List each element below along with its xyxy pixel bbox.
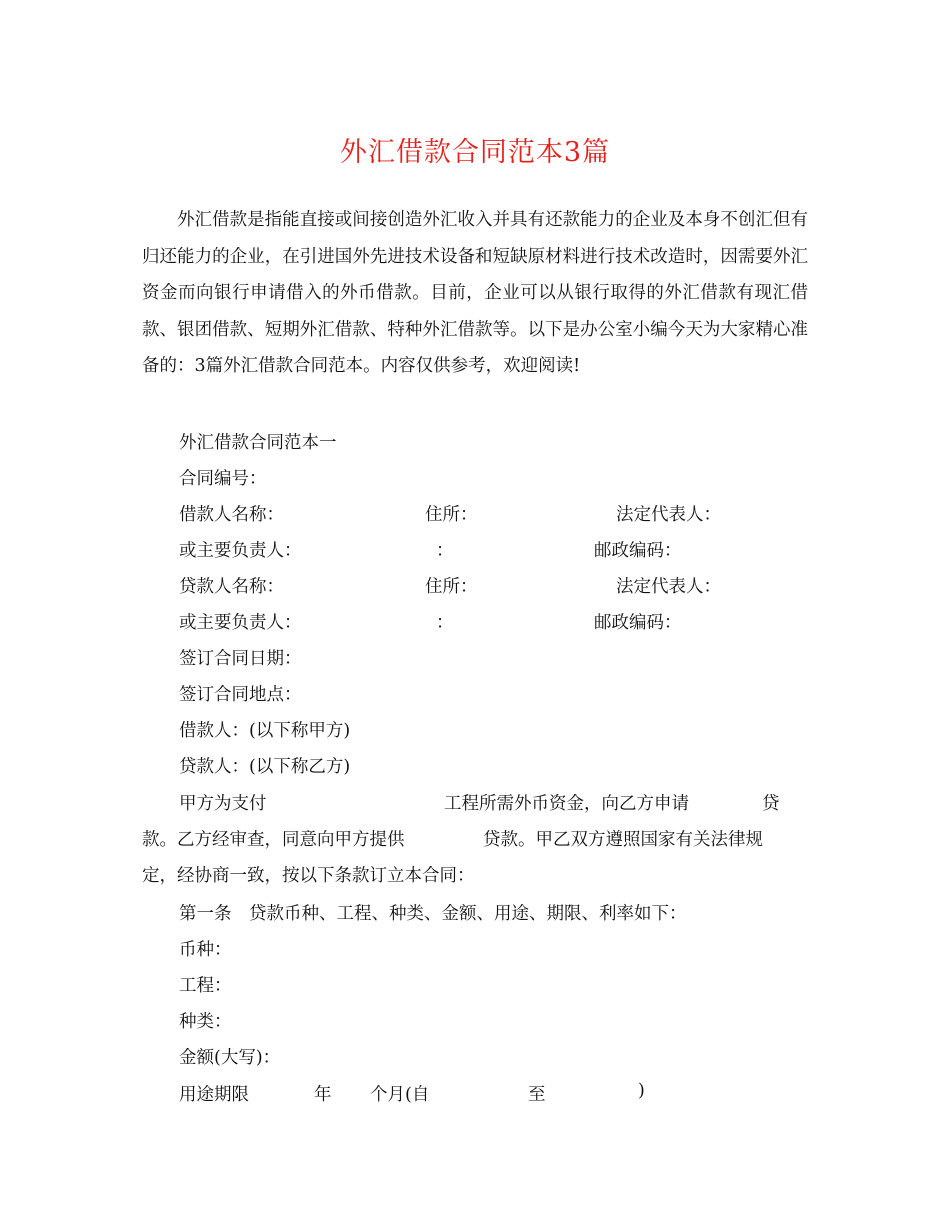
usage-term-close: ) <box>638 1081 645 1101</box>
section-title: 外汇借款合同范本一 <box>179 433 337 453</box>
contract-number-label: 合同编号： <box>179 469 267 489</box>
article-1: 第一条 贷款币种、工程、种类、金额、用途、期限、利率如下： <box>179 904 687 924</box>
body-line-3: 定，经协商一致，按以下条款订立本合同： <box>142 866 475 886</box>
sign-place-label: 签订合同地点： <box>179 685 302 705</box>
party-a-label: 借款人：(以下称甲方) <box>179 721 351 741</box>
borrower-principal-label: 或主要负责人： <box>179 541 302 561</box>
borrower-name-label: 借款人名称： <box>179 505 284 525</box>
lender-address-label: 住所： <box>425 577 478 597</box>
lender-legal-rep-label: 法定代表人： <box>616 577 721 597</box>
currency-label: 币种： <box>179 940 232 960</box>
usage-term-year: 年 <box>314 1085 332 1105</box>
kind-label: 种类： <box>179 1012 232 1032</box>
usage-term-label: 用途期限 <box>179 1085 249 1105</box>
sign-date-label: 签订合同日期： <box>179 649 302 669</box>
borrower-address-label: 住所： <box>425 505 478 525</box>
usage-term-month: 个月(自 <box>370 1085 430 1105</box>
borrower-legal-rep-label: 法定代表人： <box>616 505 721 525</box>
body-line-1c: 贷 <box>762 794 780 814</box>
usage-term-to: 至 <box>528 1085 546 1105</box>
amount-label: 金额(大写)： <box>179 1048 281 1068</box>
party-b-label: 贷款人：(以下称乙方) <box>179 757 351 777</box>
document-title: 外汇借款合同范本3篇 <box>339 137 611 168</box>
project-label: 工程： <box>179 976 232 996</box>
body-line-1a: 甲方为支付 <box>179 794 267 814</box>
borrower-colon: ： <box>436 541 454 561</box>
lender-name-label: 贷款人名称： <box>179 577 284 597</box>
lender-postal-label: 邮政编码： <box>594 613 682 633</box>
lender-colon: ： <box>436 613 454 633</box>
body-line-2a: 款。乙方经审查，同意向甲方提供 <box>142 830 405 850</box>
borrower-postal-label: 邮政编码： <box>594 541 682 561</box>
body-line-1b: 工程所需外币资金，向乙方申请 <box>444 794 689 814</box>
body-line-2b: 贷款。甲乙双方遵照国家有关法律规 <box>483 830 763 850</box>
intro-paragraph: 外汇借款是指能直接或间接创造外汇收入并具有还款能力的企业及本身不创汇但有归还能力的企业，在引进国外先进技术设备和短缺原材料进行技术改造时，因需要外汇资金而向银行申请借入的外币借款。目前，企业可以从银行取得的外汇借款有现汇借款、银团借款、短期外汇借款、特种外汇借款等。以下是办公室小编今天为大家精心准备的：3篇外汇借款合同范本。内容仅供参考，欢迎阅读! <box>142 210 808 376</box>
lender-principal-label: 或主要负责人： <box>179 613 302 633</box>
